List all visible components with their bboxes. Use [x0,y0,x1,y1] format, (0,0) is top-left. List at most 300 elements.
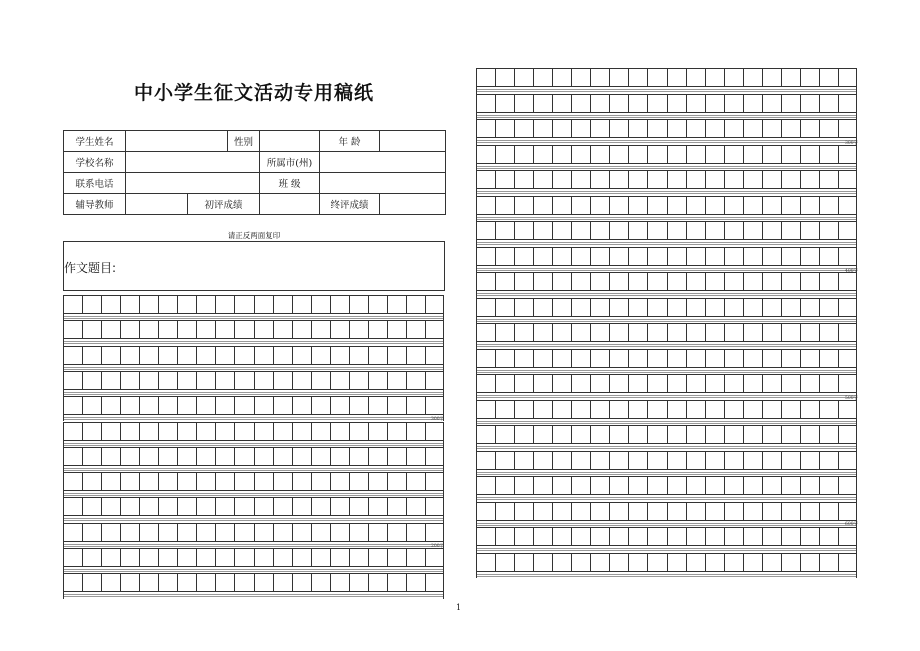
grid-cell-line [101,473,102,490]
grid-cell-line [819,554,820,571]
first-score-field[interactable] [260,194,320,215]
grid-cell-line [349,448,350,465]
grid-cell-line [743,273,744,290]
grid-gap-line [64,316,443,317]
grid-row[interactable] [476,221,857,240]
grid-cell-line [514,273,515,290]
grid-cell-line [101,397,102,414]
final-score-label: 终评成绩 [320,194,380,215]
grid-gap-line [64,341,443,342]
grid-cell-line [533,350,534,367]
grid-cell-line [628,401,629,418]
grid-row[interactable] [476,425,857,444]
grid-row[interactable] [476,94,857,113]
grid-cell-line [628,554,629,571]
grid-cell-line [311,448,312,465]
grid-row[interactable] [63,573,444,592]
final-score-field[interactable] [380,194,446,215]
writing-grid-right[interactable] [476,68,857,578]
grid-cell-line [552,350,553,367]
grid-cell-line [743,197,744,214]
grid-cell-line [819,171,820,188]
grid-cell-line [705,324,706,341]
grid-cell-line [743,222,744,239]
grid-cell-line [215,448,216,465]
grid-gap-line [64,571,443,572]
grid-cell-line [781,401,782,418]
grid-cell-line [647,222,648,239]
grid-cell-line [254,423,255,440]
grid-cell-line [196,574,197,591]
grid-cell-line [628,350,629,367]
grid-cell-line [234,498,235,515]
grid-cell-line [495,503,496,520]
grid-gap-line [477,140,856,141]
grid-cell-line [743,324,744,341]
grid-cell-line [292,448,293,465]
grid-cell-line [495,273,496,290]
grid-cell-line [667,299,668,316]
grid-cell-line [609,146,610,163]
grid-gap-line [477,270,856,271]
grid-cell-line [349,296,350,313]
grid-cell-line [292,473,293,490]
word-count-marker: 500字 [845,396,859,401]
grid-cell-line [406,498,407,515]
grid-row[interactable] [63,447,444,466]
grid-cell-line [552,248,553,265]
grid-cell-line [667,273,668,290]
grid-gap-line [64,394,443,395]
grid-cell-line [590,248,591,265]
grid-cell-line [82,347,83,364]
grid-row[interactable] [476,527,857,546]
grid-cell-line [101,372,102,389]
grid-cell-line [120,321,121,338]
grid-cell-line [368,321,369,338]
grid-cell-line [552,120,553,137]
grid-row[interactable] [476,476,857,495]
grid-row[interactable] [63,548,444,567]
grid-cell-line [552,426,553,443]
grid-cell-line [571,120,572,137]
grid-cell-line [349,423,350,440]
grid-cell-line [590,452,591,469]
grid-cell-line [647,350,648,367]
grid-row[interactable] [476,451,857,470]
grid-cell-line [368,574,369,591]
grid-cell-line [705,197,706,214]
grid-cell-line [628,324,629,341]
grid-cell-line [495,452,496,469]
grid-cell-line [628,69,629,86]
grid-cell-line [514,528,515,545]
grid-row[interactable] [63,422,444,441]
grid-cell-line [724,171,725,188]
grid-row[interactable] [63,497,444,516]
grid-cell-line [139,296,140,313]
grid-gap-line [64,546,443,547]
grid-cell-line [273,574,274,591]
grid-gap-line [477,244,856,245]
grid-cell-line [311,549,312,566]
grid-cell-line [724,452,725,469]
grid-row[interactable] [476,502,857,521]
grid-cell-line [139,347,140,364]
grid-cell-line [838,222,839,239]
grid-cell-line [838,324,839,341]
grid-cell-line [609,554,610,571]
grid-row[interactable] [476,119,857,138]
grid-gap-line [477,474,856,475]
grid-cell-line [533,197,534,214]
grid-cell-line [762,528,763,545]
grid-cell-line [781,95,782,112]
grid-cell-line [120,347,121,364]
grid-gap-line [64,596,443,597]
grid-cell-line [387,574,388,591]
grid-cell-line [215,321,216,338]
grid-cell-line [330,473,331,490]
grid-cell-line [552,324,553,341]
grid-cell-line [495,197,496,214]
grid-row[interactable] [476,170,857,189]
grid-cell-line [667,146,668,163]
grid-cell-line [781,426,782,443]
grid-cell-line [139,549,140,566]
grid-cell-line [495,324,496,341]
grid-cell-line [667,375,668,392]
grid-row[interactable] [476,349,857,368]
grid-gap-line [477,168,856,169]
grid-cell-line [349,574,350,591]
grid-cell-line [514,69,515,86]
grid-row[interactable] [476,374,857,393]
grid-cell-line [139,397,140,414]
grid-cell-line [571,222,572,239]
grid-cell-line [838,426,839,443]
grid-gap [476,572,857,579]
grid-cell-line [667,197,668,214]
grid-cell-line [552,528,553,545]
grid-cell-line [514,248,515,265]
grid-cell-line [533,146,534,163]
grid-cell-line [724,503,725,520]
grid-cell-line [724,120,725,137]
grid-cell-line [781,171,782,188]
grid-cell-line [571,528,572,545]
grid-row[interactable] [476,400,857,419]
grid-cell-line [781,197,782,214]
grid-row[interactable] [63,523,444,542]
teacher-field[interactable] [126,194,188,215]
grid-cell-line [647,120,648,137]
grid-cell-line [609,426,610,443]
grid-cell-line [571,324,572,341]
grid-row[interactable] [476,247,857,266]
grid-cell-line [514,375,515,392]
grid-gap-line [477,191,856,192]
grid-cell-line [800,171,801,188]
grid-row[interactable] [63,346,444,365]
essay-title-box[interactable] [63,241,445,291]
grid-cell-line [234,574,235,591]
grid-cell-line [838,375,839,392]
grid-cell-line [273,397,274,414]
grid-cell-line [234,549,235,566]
grid-cell-line [705,120,706,137]
grid-cell-line [533,248,534,265]
grid-cell-line [254,448,255,465]
grid-cell-line [120,372,121,389]
grid-cell-line [667,452,668,469]
grid-gap-line [477,576,856,577]
grid-cell-line [349,498,350,515]
grid-cell-line [514,146,515,163]
grid-cell-line [590,299,591,316]
grid-cell-line [82,498,83,515]
grid-cell-line [552,273,553,290]
grid-cell-line [196,397,197,414]
grid-cell-line [215,372,216,389]
grid-cell-line [234,473,235,490]
grid-cell-line [819,69,820,86]
phone-field[interactable] [126,173,260,194]
grid-cell-line [330,296,331,313]
grid-cell-line [609,350,610,367]
grid-cell-line [667,401,668,418]
grid-gap-line [477,321,856,322]
grid-cell-line [838,146,839,163]
grid-cell-line [514,95,515,112]
grid-cell-line [705,171,706,188]
writing-grid-left[interactable] [63,295,444,599]
grid-cell-line [196,498,197,515]
grid-cell-line [387,347,388,364]
grid-cell-line [533,171,534,188]
grid-cell-line [425,498,426,515]
grid-cell-line [800,120,801,137]
grid-cell-line [215,347,216,364]
grid-cell-line [368,347,369,364]
grid-cell-line [647,426,648,443]
grid-cell-line [552,222,553,239]
grid-cell-line [724,69,725,86]
grid-cell-line [838,554,839,571]
grid-gap-line [477,550,856,551]
grid-cell-line [590,554,591,571]
grid-cell-line [609,171,610,188]
grid-cell-line [609,120,610,137]
grid-cell-line [647,554,648,571]
grid-cell-line [215,296,216,313]
grid-row[interactable] [476,298,857,317]
phone-label: 联系电话 [64,173,126,194]
grid-cell-line [571,503,572,520]
grid-cell-line [292,321,293,338]
grid-cell-line [609,401,610,418]
grid-cell-line [647,273,648,290]
grid-cell-line [705,426,706,443]
grid-cell-line [800,401,801,418]
grid-cell-line [311,423,312,440]
grid-cell-line [667,120,668,137]
grid-cell-line [686,375,687,392]
grid-cell-line [724,528,725,545]
grid-cell-line [762,95,763,112]
grid-cell-line [590,120,591,137]
grid-cell-line [800,69,801,86]
grid-cell-line [838,452,839,469]
grid-cell-line [139,448,140,465]
grid-row[interactable] [476,323,857,342]
grid-cell-line [254,321,255,338]
grid-cell-line [514,426,515,443]
grid-row[interactable] [476,68,857,87]
grid-cell-line [82,524,83,541]
grid-cell-line [800,350,801,367]
grid-cell-line [590,222,591,239]
grid-cell-line [234,347,235,364]
student-name-field[interactable] [126,131,228,152]
grid-cell-line [571,248,572,265]
grid-cell-line [533,120,534,137]
grid-row[interactable] [476,196,857,215]
grid-cell-line [571,69,572,86]
grid-cell-line [533,299,534,316]
grid-cell-line [254,574,255,591]
grid-cell-line [609,95,610,112]
grid-row[interactable] [63,320,444,339]
grid-cell-line [368,498,369,515]
student-info-table [63,130,446,215]
grid-cell-line [686,299,687,316]
grid-gap-line [477,523,856,524]
grid-cell-line [254,524,255,541]
grid-cell-line [368,423,369,440]
grid-cell-line [590,503,591,520]
grid-cell-line [101,423,102,440]
grid-row[interactable] [63,295,444,314]
grid-cell-line [552,401,553,418]
grid-cell-line [196,524,197,541]
grid-cell-line [571,299,572,316]
grid-cell-line [406,448,407,465]
grid-cell-line [628,197,629,214]
grid-cell-line [425,549,426,566]
grid-cell-line [800,324,801,341]
grid-row[interactable] [476,272,857,291]
grid-cell-line [762,273,763,290]
grid-row[interactable] [63,396,444,415]
grid-cell-line [533,503,534,520]
grid-cell-line [82,397,83,414]
class-field[interactable] [320,173,446,194]
grid-cell-line [120,574,121,591]
grid-cell-line [514,350,515,367]
grid-row[interactable] [476,145,857,164]
grid-cell-line [647,452,648,469]
grid-cell-line [158,549,159,566]
grid-cell-line [705,222,706,239]
gender-field[interactable] [260,131,320,152]
grid-cell-line [762,324,763,341]
grid-gap-line [477,295,856,296]
grid-cell-line [495,426,496,443]
grid-cell-line [215,423,216,440]
grid-gap-line [477,293,856,294]
grid-cell-line [552,146,553,163]
grid-cell-line [590,324,591,341]
grid-cell-line [686,452,687,469]
grid-gap-line [477,193,856,194]
grid-gap-line [477,142,856,143]
grid-cell-line [215,574,216,591]
grid-cell-line [177,498,178,515]
grid-cell-line [800,197,801,214]
city-field[interactable] [320,152,446,173]
grid-cell-line [234,448,235,465]
grid-cell-line [254,372,255,389]
age-field[interactable] [380,131,446,152]
grid-row[interactable] [63,371,444,390]
grid-row[interactable] [476,553,857,572]
grid-cell-line [406,574,407,591]
grid-cell-line [686,426,687,443]
grid-cell-line [514,554,515,571]
grid-cell-line [819,120,820,137]
grid-cell-line [667,554,668,571]
school-name-field[interactable] [126,152,260,173]
age-label: 年 龄 [320,131,380,152]
grid-cell-line [120,397,121,414]
school-name-label: 学校名称 [64,152,126,173]
grid-cell-line [158,347,159,364]
grid-cell-line [571,426,572,443]
grid-gap-line [477,91,856,92]
grid-cell-line [158,321,159,338]
grid-cell-line [387,549,388,566]
grid-cell-line [819,146,820,163]
grid-cell-line [196,372,197,389]
grid-cell-line [368,448,369,465]
grid-cell-line [705,401,706,418]
grid-cell-line [349,549,350,566]
grid-cell-line [838,95,839,112]
grid-cell-line [762,197,763,214]
grid-cell-line [628,95,629,112]
grid-cell-line [609,324,610,341]
grid-cell-line [177,473,178,490]
grid-gap-line [477,423,856,424]
grid-cell-line [781,120,782,137]
grid-cell-line [762,69,763,86]
grid-cell-line [234,524,235,541]
grid-cell-line [667,324,668,341]
grid-cell-line [762,375,763,392]
grid-cell-line [514,324,515,341]
grid-cell-line [647,477,648,494]
grid-cell-line [667,95,668,112]
grid-gap-line [64,569,443,570]
grid-cell-line [552,299,553,316]
grid-row[interactable] [63,472,444,491]
grid-gap-line [64,445,443,446]
grid-cell-line [667,248,668,265]
grid-cell-line [667,426,668,443]
teacher-label: 辅导教师 [64,194,126,215]
grid-cell-line [819,401,820,418]
